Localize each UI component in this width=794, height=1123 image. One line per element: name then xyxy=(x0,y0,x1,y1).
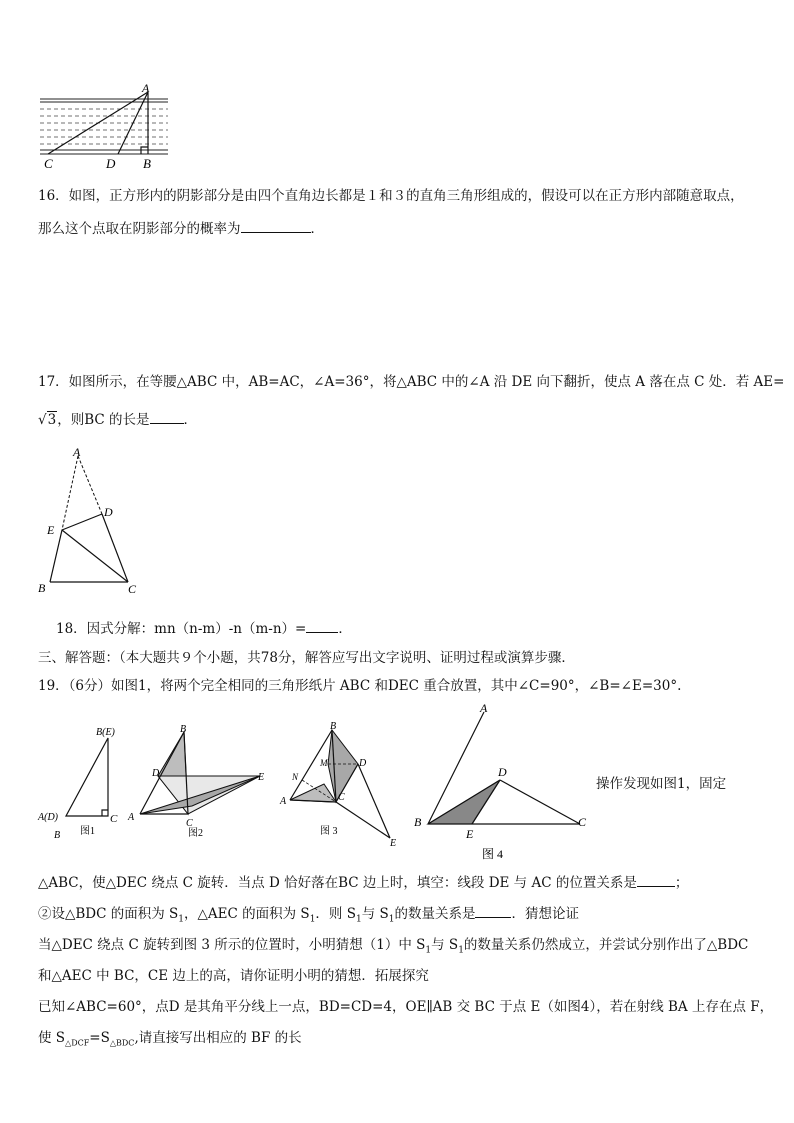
q19-line-a-end: ； xyxy=(674,875,689,891)
label-B: B xyxy=(38,581,46,595)
q19-line-b-part4: 与 S xyxy=(361,906,389,922)
q19-line-c-part3: 的数量关系仍然成立，并尝试分别作出了△BDC xyxy=(463,937,749,953)
q19-line-c-part2: 与 S xyxy=(431,937,459,953)
q17-end: ． xyxy=(183,412,197,428)
caption-fig2: 图2 xyxy=(188,828,203,839)
figure-river xyxy=(30,82,170,174)
q19-line-f-part1: 使 S xyxy=(38,1030,66,1046)
sub-1a: 1 xyxy=(178,914,185,925)
sub-1d: 1 xyxy=(388,914,395,925)
q19-line-b-part5: 的数量关系是 xyxy=(394,906,476,922)
q16-end: ． xyxy=(310,221,324,237)
q19-line-a xyxy=(38,873,688,893)
q17-answer-blank[interactable] xyxy=(150,411,184,424)
figure-isosceles-triangle xyxy=(34,444,144,596)
sub-dcf: △DCF xyxy=(65,1038,90,1048)
q18-end: ． xyxy=(338,621,352,637)
figure-1 xyxy=(34,724,130,842)
label-C: C xyxy=(128,582,137,596)
q19-line-f xyxy=(38,1028,302,1054)
label-B-bottom: B xyxy=(54,830,61,841)
q18-text: 18．因式分解：mn（n-m）-n（m-n）= xyxy=(56,621,307,637)
q19-side-note: 操作发现如图1，固定 xyxy=(596,776,727,792)
label-E: E xyxy=(390,838,397,849)
q17-line2 xyxy=(38,410,197,430)
label-B: B xyxy=(414,815,422,829)
label-D: D xyxy=(359,758,367,769)
label-C: C xyxy=(110,813,118,825)
sub-1c: 1 xyxy=(355,914,362,925)
label-C: C xyxy=(338,792,345,803)
caption-fig3: 图 3 xyxy=(320,826,338,837)
label-E: E xyxy=(47,523,55,537)
q16-text: 那么这个点取在阴影部分的概率为 xyxy=(38,221,241,237)
sub-bdc: △BDC xyxy=(109,1038,135,1048)
q19-line-d: 和△AEC 中 BC，CE 边上的高，请你证明小明的猜想．拓展探究 xyxy=(38,968,429,984)
label-D: D xyxy=(498,765,507,779)
q19-line-b-part1: ②设△BDC 的面积为 S xyxy=(38,906,179,922)
sub-1e: 1 xyxy=(425,945,432,956)
q19-line-c xyxy=(38,935,748,961)
label-A: A xyxy=(142,82,150,95)
caption-fig1: 图1 xyxy=(80,826,95,837)
sqrt-value: 3 xyxy=(47,412,57,428)
figure-4 xyxy=(412,700,594,864)
caption-fig4: 图 4 xyxy=(482,847,504,861)
label-D: D xyxy=(106,156,116,171)
q18-line xyxy=(56,619,352,639)
label-AD: A(D) xyxy=(38,812,58,823)
label-A: A xyxy=(73,445,81,459)
q19-line-a-text: △ABC，使△DEC 绕点 C 旋转．当点 D 恰好落在BC 边上时，填空：线段 DE 与 AC 的位置关系是 xyxy=(38,875,637,891)
label-D: D xyxy=(152,768,160,779)
q19-line-b-part2: ，△AEC 的面积为 S xyxy=(184,906,310,922)
label-B: B xyxy=(330,721,337,732)
q19-line-b-part6: ．猜想论证 xyxy=(511,906,579,922)
label-N: N xyxy=(292,772,299,782)
q16-answer-blank[interactable] xyxy=(241,220,311,233)
label-E: E xyxy=(466,827,474,841)
label-A: A xyxy=(480,701,488,715)
q19-line-b xyxy=(38,904,579,930)
label-B: B xyxy=(143,156,151,171)
sub-1f: 1 xyxy=(458,945,464,956)
q16-line2 xyxy=(38,219,324,239)
label-D: D xyxy=(104,505,113,519)
figure-2 xyxy=(126,722,270,842)
q19-answer-blank-2[interactable] xyxy=(475,905,511,918)
q19-answer-blank-1[interactable] xyxy=(637,874,675,887)
label-A: A xyxy=(280,796,287,807)
label-B: B xyxy=(180,724,187,735)
label-C: C xyxy=(578,815,587,829)
figure-3 xyxy=(278,720,410,850)
q19-head: 19．（6分）如图1，将两个完全相同的三角形纸片 ABC 和DEC 重合放置，其中∠C=90°，∠B=∠E=30°. xyxy=(38,678,682,694)
q17-text: ，则BC 的长是 xyxy=(57,412,150,428)
q16-line1: 16．如图，正方形内的阴影部分是由四个直角边长都是１和３的直角三角形组成的，假设可以在正方形内部随意取点， xyxy=(38,188,744,204)
label-C: C xyxy=(44,156,53,171)
q18-answer-blank[interactable] xyxy=(306,620,338,633)
q19-line-f-part3: ,请直接写出相应的 BF 的长 xyxy=(134,1030,302,1046)
section-heading: 三、解答题：（本大题共９个小题，共78分，解答应写出文字说明、证明过程或演算步骤． xyxy=(38,650,575,666)
q19-line-f-part2: =S xyxy=(89,1030,110,1046)
label-C: C xyxy=(186,818,193,829)
q19-line-b-part3: ．则 S xyxy=(315,906,356,922)
sqrt-symbol: √3 xyxy=(38,412,57,428)
q17-line1: 17．如图所示，在等腰△ABC 中，AB=AC，∠A=36°，将△ABC 中的∠A 沿 DE 向下翻折，使点 A 落在点 C 处．若 AE= xyxy=(38,374,785,390)
q19-line-e: 已知∠ABC=60°，点D 是其角平分线上一点，BD=CD=4，OE∥AB 交 BC 于点 E（如图4），若在射线 BA 上存在点 F， xyxy=(38,999,774,1015)
q19-line-c-part1: 当△DEC 绕点 C 旋转到图 3 所示的位置时，小明猜想（1）中 S xyxy=(38,937,426,953)
label-E: E xyxy=(258,772,265,783)
label-BE: B(E) xyxy=(96,727,115,738)
label-A: A xyxy=(128,812,135,823)
sub-1b: 1 xyxy=(309,914,316,925)
label-M: M xyxy=(320,758,328,768)
